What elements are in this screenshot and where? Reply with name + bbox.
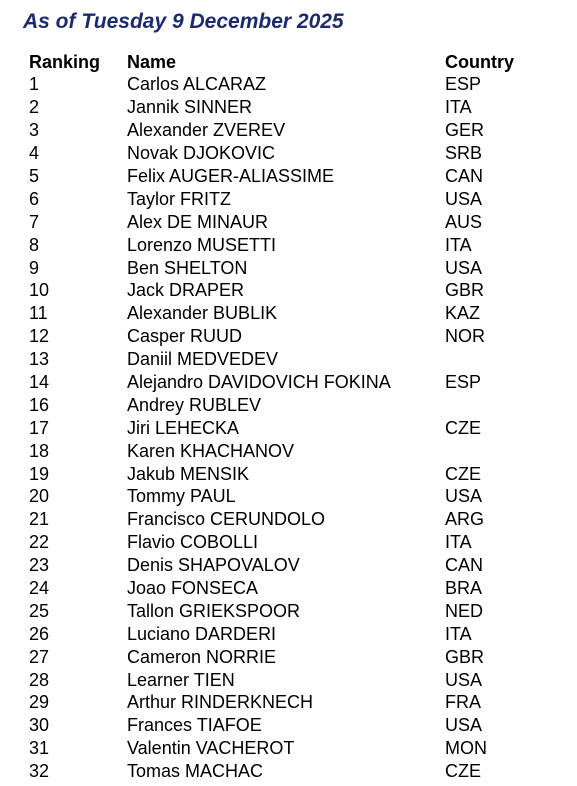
table-row — [29, 142, 555, 165]
table-row — [29, 187, 555, 210]
rank-cell: 10 — [29, 280, 50, 301]
player-name-cell: Daniil MEDVEDEV — [127, 349, 279, 370]
country-cell: ARG — [445, 509, 485, 530]
rank-cell: 19 — [29, 463, 50, 484]
country-cell: USA — [445, 486, 483, 507]
country-cell: CZE — [445, 417, 481, 438]
country-cell: ITA — [445, 532, 472, 553]
table-row — [29, 302, 555, 325]
player-name-cell: Ben SHELTON — [127, 257, 248, 278]
country-cell: NED — [445, 600, 484, 621]
player-name-cell: Joao FONSECA — [127, 578, 259, 599]
player-name-cell: Jannik SINNER — [127, 97, 253, 118]
country-cell: GER — [445, 120, 485, 141]
country-cell: KAZ — [445, 303, 481, 324]
country-cell: USA — [445, 188, 483, 209]
rank-cell: 31 — [29, 738, 50, 759]
rank-cell: 6 — [29, 188, 40, 209]
rank-cell: 3 — [29, 120, 40, 141]
table-row — [29, 645, 555, 668]
country-cell: ESP — [445, 74, 482, 95]
rank-cell: 11 — [29, 303, 48, 324]
rank-cell: 17 — [29, 417, 50, 438]
country-cell: MON — [445, 738, 487, 759]
player-name-cell: Felix AUGER-ALIASSIME — [127, 166, 335, 186]
table-row — [29, 599, 555, 622]
rank-cell: 8 — [29, 234, 40, 255]
country-cell: ESP — [445, 372, 482, 393]
player-name-cell: Carlos ALCARAZ — [127, 74, 267, 95]
country-cell: FRA — [445, 692, 481, 713]
table-header-row — [29, 52, 555, 73]
rank-cell: 21 — [29, 509, 50, 530]
player-name-cell: Jakub MENSIK — [127, 463, 250, 484]
player-name-cell: Alex DE MINAUR — [127, 211, 269, 232]
table-row — [29, 233, 555, 256]
page-title: As of Tuesday 9 December 2025 — [23, 10, 344, 33]
player-name-cell: Novak DJOKOVIC — [127, 143, 276, 164]
table-row — [29, 73, 555, 96]
rank-cell: 1 — [29, 74, 40, 95]
table-row — [29, 714, 555, 737]
player-name-cell: Lorenzo MUSETTI — [127, 234, 277, 255]
table-row — [29, 210, 555, 233]
table-row — [29, 622, 555, 645]
player-name-cell: Arthur RINDERKNECH — [127, 692, 314, 713]
rank-cell: 29 — [29, 692, 50, 713]
table-row — [29, 96, 555, 119]
country-cell: GBR — [445, 280, 485, 301]
rank-cell: 24 — [29, 578, 50, 599]
country-cell — [445, 348, 555, 371]
table-row — [29, 256, 555, 279]
country-cell — [445, 439, 555, 462]
country-cell: ITA — [445, 97, 472, 118]
table-row — [29, 371, 555, 394]
rank-cell: 18 — [29, 440, 50, 461]
rankings-table — [29, 52, 555, 783]
player-name-cell: Denis SHAPOVALOV — [127, 555, 300, 576]
rank-cell: 26 — [29, 623, 50, 644]
country-column-header: Country — [445, 52, 514, 72]
rank-cell: 22 — [29, 532, 50, 553]
country-cell: GBR — [445, 646, 485, 667]
player-name-cell: Taylor FRITZ — [127, 188, 232, 209]
country-cell: ITA — [445, 623, 472, 644]
country-cell: USA — [445, 257, 483, 278]
player-name-cell: Flavio COBOLLI — [127, 532, 259, 553]
table-row — [29, 119, 555, 142]
rank-cell: 25 — [29, 600, 50, 621]
rank-cell: 23 — [29, 555, 50, 576]
rank-cell: 9 — [29, 257, 40, 278]
player-name-cell: Jiri LEHECKA — [127, 417, 240, 438]
rank-cell: 28 — [29, 669, 50, 690]
table-row — [29, 165, 555, 188]
rank-cell: 4 — [29, 143, 40, 164]
table-row — [29, 508, 555, 531]
table-row — [29, 554, 555, 577]
country-cell: AUS — [445, 211, 483, 232]
rank-cell: 2 — [29, 97, 40, 118]
player-name-cell: Cameron NORRIE — [127, 646, 277, 667]
country-cell: CZE — [445, 761, 481, 782]
table-row — [29, 668, 555, 691]
table-row — [29, 279, 555, 302]
rank-cell: 7 — [29, 211, 40, 232]
rank-cell: 20 — [29, 486, 50, 507]
player-name-cell: Francisco CERUNDOLO — [127, 509, 326, 530]
country-cell: CAN — [445, 555, 484, 576]
country-cell: NOR — [445, 326, 485, 347]
player-name-cell: Luciano DARDERI — [127, 623, 277, 644]
country-cell: USA — [445, 715, 483, 736]
rank-cell: 30 — [29, 715, 50, 736]
player-name-cell: Tommy PAUL — [127, 486, 236, 507]
table-row — [29, 577, 555, 600]
rank-cell: 16 — [29, 394, 50, 415]
rank-cell: 32 — [29, 761, 50, 782]
player-name-cell: Tomas MACHAC — [127, 761, 264, 782]
table-row — [29, 325, 555, 348]
table-row — [29, 439, 555, 462]
player-name-cell: Learner TIEN — [127, 669, 235, 690]
table-row — [29, 485, 555, 508]
player-name-cell: Alejandro DAVIDOVICH FOKINA — [127, 372, 391, 393]
table-row — [29, 691, 555, 714]
table-row — [29, 416, 555, 439]
player-name-cell: Valentin VACHEROT — [127, 738, 295, 759]
country-cell — [445, 393, 555, 416]
table-row — [29, 737, 555, 760]
table-row — [29, 393, 555, 416]
player-name-cell: Andrey RUBLEV — [127, 394, 262, 415]
player-name-cell: Tallon GRIEKSPOOR — [127, 600, 301, 621]
rank-cell: 12 — [29, 326, 50, 347]
rank-cell: 14 — [29, 372, 50, 393]
country-cell: USA — [445, 669, 483, 690]
table-row — [29, 760, 555, 783]
table-row — [29, 462, 555, 485]
rank-cell: 27 — [29, 646, 50, 667]
player-name-cell: Karen KHACHANOV — [127, 440, 295, 461]
country-cell: ITA — [445, 234, 472, 255]
rankings-table-body — [29, 73, 555, 783]
player-name-cell: Alexander BUBLIK — [127, 303, 278, 324]
ranking-column-header: Ranking — [29, 52, 101, 72]
country-cell: CAN — [445, 166, 484, 186]
rank-cell: 5 — [29, 166, 40, 186]
country-cell: BRA — [445, 578, 483, 599]
name-column-header: Name — [127, 52, 177, 72]
country-cell: CZE — [445, 463, 481, 484]
player-name-cell: Frances TIAFOE — [127, 715, 262, 736]
country-cell: SRB — [445, 143, 483, 164]
player-name-cell: Alexander ZVEREV — [127, 120, 286, 141]
table-row — [29, 531, 555, 554]
player-name-cell: Casper RUUD — [127, 326, 243, 347]
player-name-cell: Jack DRAPER — [127, 280, 245, 301]
rank-cell: 13 — [29, 349, 50, 370]
table-row — [29, 348, 555, 371]
